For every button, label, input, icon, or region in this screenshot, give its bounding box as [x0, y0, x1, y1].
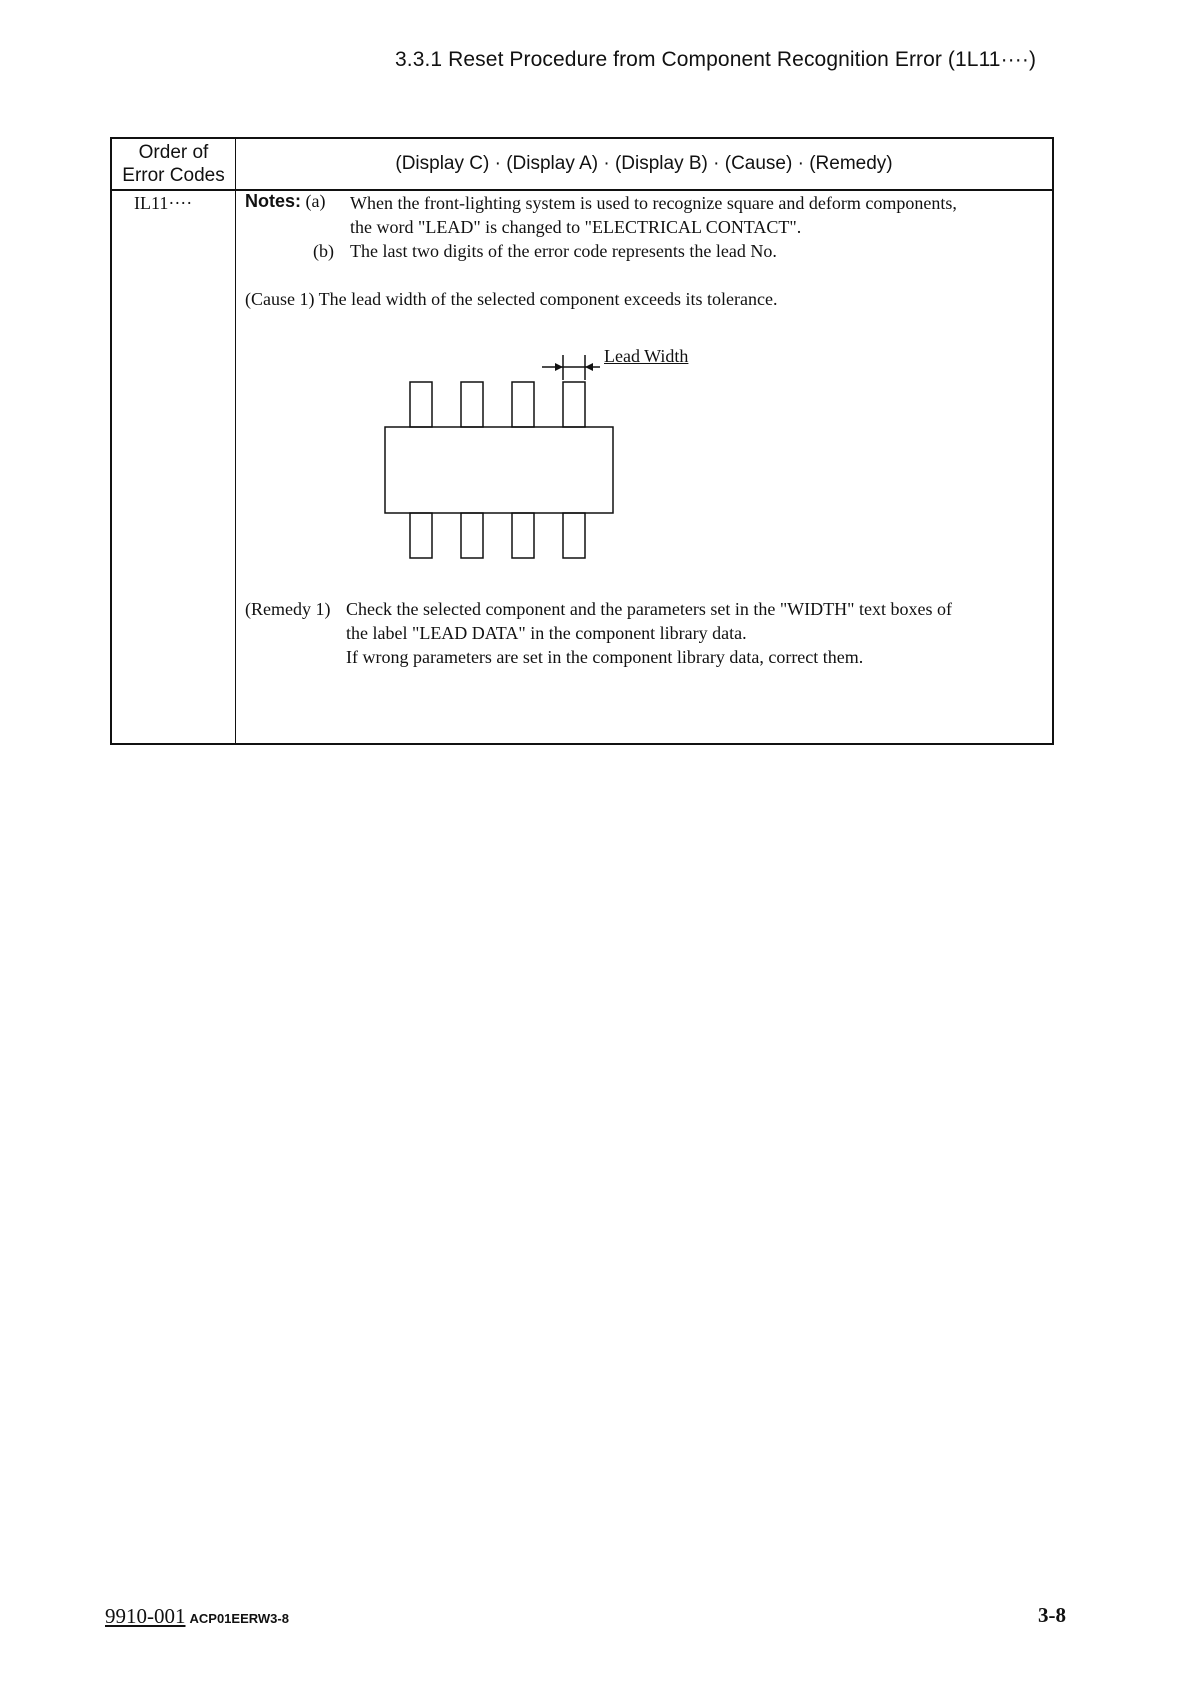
- remedy-marker: (Remedy 1): [245, 599, 331, 619]
- error-code-value: IL11····: [134, 193, 193, 213]
- footer-doc-code: ACP01EERW3-8: [189, 1611, 289, 1626]
- column-header-display: (Display C) · (Display A) · (Display B) · (Cause) · (Remedy): [395, 153, 893, 174]
- column-header-line-2: Error Codes: [122, 165, 225, 186]
- remedy-line-3: If wrong parameters are set in the component library data, correct them.: [346, 647, 864, 667]
- bottom-lead: [563, 513, 585, 558]
- top-lead: [461, 382, 483, 427]
- note-a-line-2: the word "LEAD" is changed to "ELECTRICAL CONTACT".: [350, 217, 802, 237]
- notes-block: [245, 190, 326, 212]
- cause-1-text: (Cause 1) The lead width of the selected component exceeds its tolerance.: [245, 289, 778, 309]
- top-lead: [410, 382, 432, 427]
- footer-document-id: [105, 1604, 289, 1629]
- column-header-error-codes: [112, 139, 235, 189]
- note-b-marker: (b): [313, 241, 334, 261]
- notes-label: Notes:: [245, 191, 302, 211]
- column-header-line-1: Order of: [138, 142, 209, 163]
- remedy-line-1: Check the selected component and the parameters set in the "WIDTH" text boxes of: [346, 599, 952, 619]
- page-title: 3.3.1 Reset Procedure from Component Recognition Error (1L11····): [395, 48, 1037, 71]
- bottom-lead: [461, 513, 483, 558]
- note-b-line-1: The last two digits of the error code represents the lead No.: [350, 241, 777, 261]
- column-divider: [235, 139, 236, 743]
- lead-width-diagram: [360, 345, 640, 580]
- footer-doc-number: 9910-001: [105, 1604, 186, 1628]
- top-lead: [512, 382, 534, 427]
- note-a-line-1: When the front-lighting system is used to recognize square and deform components,: [350, 193, 957, 213]
- top-lead: [563, 382, 585, 427]
- note-a-marker: (a): [305, 191, 326, 211]
- component-body: [385, 427, 613, 513]
- bottom-lead: [410, 513, 432, 558]
- dimension-arrow-icon: [585, 363, 593, 371]
- lead-width-label: Lead Width: [604, 346, 689, 366]
- remedy-line-2: the label "LEAD DATA" in the component library data.: [346, 623, 747, 643]
- footer-page-number: 3-8: [1038, 1603, 1066, 1627]
- dimension-arrow-icon: [555, 363, 563, 371]
- bottom-lead: [512, 513, 534, 558]
